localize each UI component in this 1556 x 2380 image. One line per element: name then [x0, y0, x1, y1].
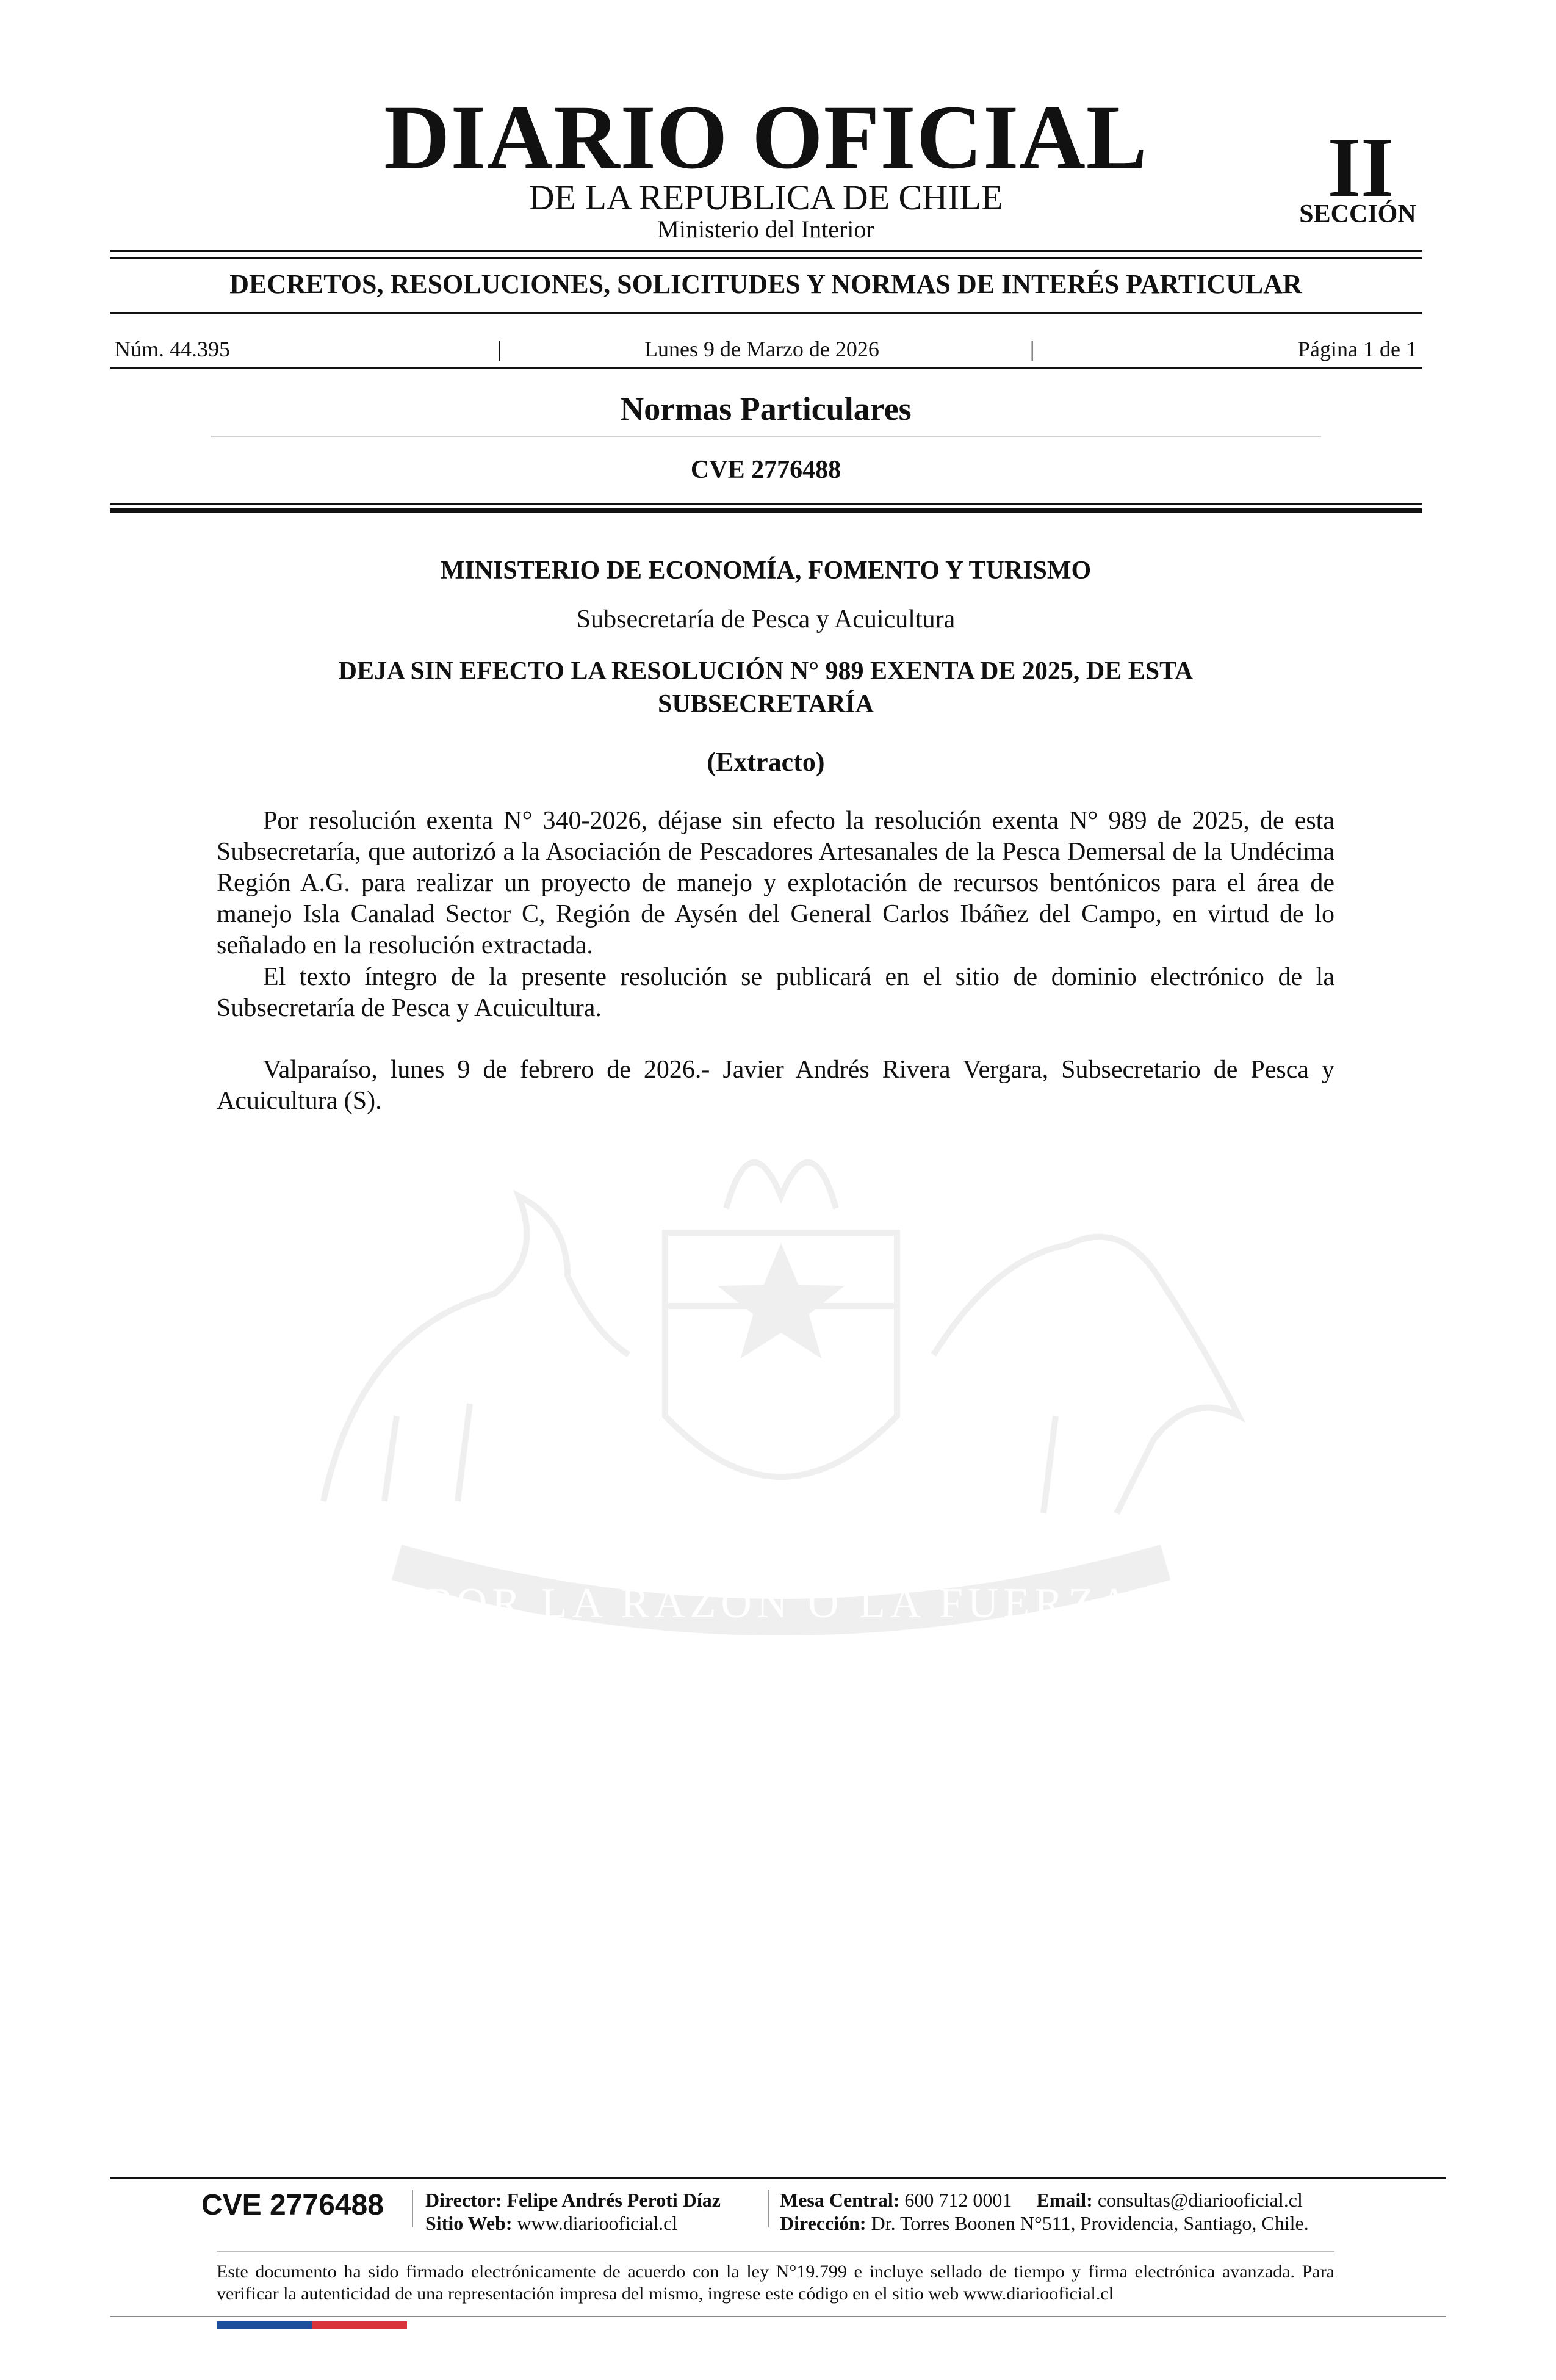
- masthead-rule-top: [110, 250, 1422, 252]
- header-rule-thin: [110, 503, 1422, 505]
- footer-rule-bottom: [110, 2316, 1446, 2317]
- section-title: Normas Particulares: [620, 391, 912, 427]
- masthead-subtitle: DE LA REPUBLICA DE CHILE: [528, 178, 1003, 217]
- footer-rule-middle: [217, 2251, 1334, 2252]
- postal-address: Dr. Torres Boonen N°511, Providencia, Santiago, Chile.: [871, 2212, 1309, 2234]
- subsecretaria: Subsecretaría de Pesca y Acuicultura: [576, 605, 956, 633]
- star-icon: [726, 1251, 836, 1352]
- mesa-phone: 600 712 0001: [904, 2189, 1012, 2211]
- plume-icon: [726, 1163, 836, 1208]
- masthead-ministry: Ministerio del Interior: [657, 215, 874, 243]
- issue-number: Núm. 44.395: [115, 337, 230, 361]
- category-rule: [110, 312, 1422, 314]
- footer-rule-top: [110, 2177, 1446, 2179]
- director-name: Felipe Andrés Peroti Díaz: [506, 2189, 721, 2211]
- web-label: Sitio Web:: [425, 2212, 513, 2234]
- motto-text: POR LA RAZÓN O LA FUERZA: [427, 1580, 1135, 1627]
- email-address: consultas@diariooficial.cl: [1097, 2189, 1303, 2211]
- issue-info-row: [115, 337, 1417, 361]
- coat-of-arms-watermark: [201, 1074, 1361, 1684]
- decree-title-line-2: SUBSECRETARÍA: [658, 690, 874, 718]
- issue-date: Lunes 9 de Marzo de 2026: [644, 337, 879, 361]
- footer-director-block: [425, 2188, 767, 2235]
- director-label: Director:: [425, 2189, 502, 2211]
- masthead-rule-bottom: [110, 257, 1422, 259]
- section-number: II: [1327, 120, 1394, 215]
- web-address: www.diariooficial.cl: [517, 2212, 678, 2234]
- cve-code: CVE 2776488: [690, 456, 841, 484]
- body-paragraph-1: Por resolución exenta N° 340-2026, déjase sin efecto la resolución exenta N° 989 de 2025, de esta Subsecretaría, que autorizó a la Asociación de Pescadores Artesanales de la Pesca Demersal de la Undécima Región A.G. para realizar un proyecto de manejo y explotación de recursos bentónicos para el área de manejo Isla Canalad Sector C, Región de Aysén del General Carlos Ibáñez del Campo, en virtud de lo señalado en la resolución extractada.: [217, 807, 1334, 959]
- email-label: Email:: [1036, 2189, 1093, 2211]
- address-label: Dirección:: [780, 2212, 866, 2234]
- condor-icon: [934, 1237, 1239, 1513]
- flag-bar-blue: [217, 2321, 312, 2329]
- header-rule-thick: [110, 508, 1422, 513]
- section-label: SECCIÓN: [1299, 200, 1416, 228]
- issue-separator-left: |: [497, 337, 502, 361]
- issuing-ministry: MINISTERIO DE ECONOMÍA, FOMENTO Y TURISMO: [440, 557, 1092, 585]
- section-title-rule: [211, 436, 1321, 437]
- legal-notice: Este documento ha sido firmado electrónicamente de acuerdo con la ley N°19.799 e incluye sellado de tiempo y firma electrónica avanzada. Para verificar la autenticidad de una representación impresa del mismo, ingrese este código en el sitio web www.diariooficial.cl: [217, 2262, 1334, 2304]
- decree-title-line-1: DEJA SIN EFECTO LA RESOLUCIÓN N° 989 EXENTA DE 2025, DE ESTA: [338, 657, 1194, 685]
- flag-bar-red: [312, 2321, 407, 2329]
- footer-divider-2: [768, 2190, 769, 2227]
- category-heading: DECRETOS, RESOLUCIONES, SOLICITUDES Y NORMAS DE INTERÉS PARTICULAR: [229, 269, 1302, 299]
- signature-paragraph: Valparaíso, lunes 9 de febrero de 2026.- Javier Andrés Rivera Vergara, Subsecretario de Pesca y Acuicultura (S).: [217, 1056, 1334, 1115]
- huemul-icon: [323, 1196, 629, 1501]
- issue-rule: [110, 367, 1422, 369]
- issue-page: Página 1 de 1: [1298, 337, 1417, 361]
- issue-separator-right: |: [1030, 337, 1035, 361]
- masthead-title: DIARIO OFICIAL: [384, 87, 1148, 188]
- footer-contact-block: [780, 2188, 1353, 2235]
- footer-cve-code: CVE 2776488: [201, 2189, 384, 2221]
- mesa-label: Mesa Central:: [780, 2189, 900, 2211]
- body-paragraph-2: El texto íntegro de la presente resolución se publicará en el sitio de dominio electrónico de la Subsecretaría de Pesca y Acuicultura.: [217, 963, 1334, 1022]
- extracto-label: (Extracto): [707, 747, 825, 777]
- decree-title: [217, 655, 1315, 721]
- footer-divider-1: [412, 2190, 413, 2227]
